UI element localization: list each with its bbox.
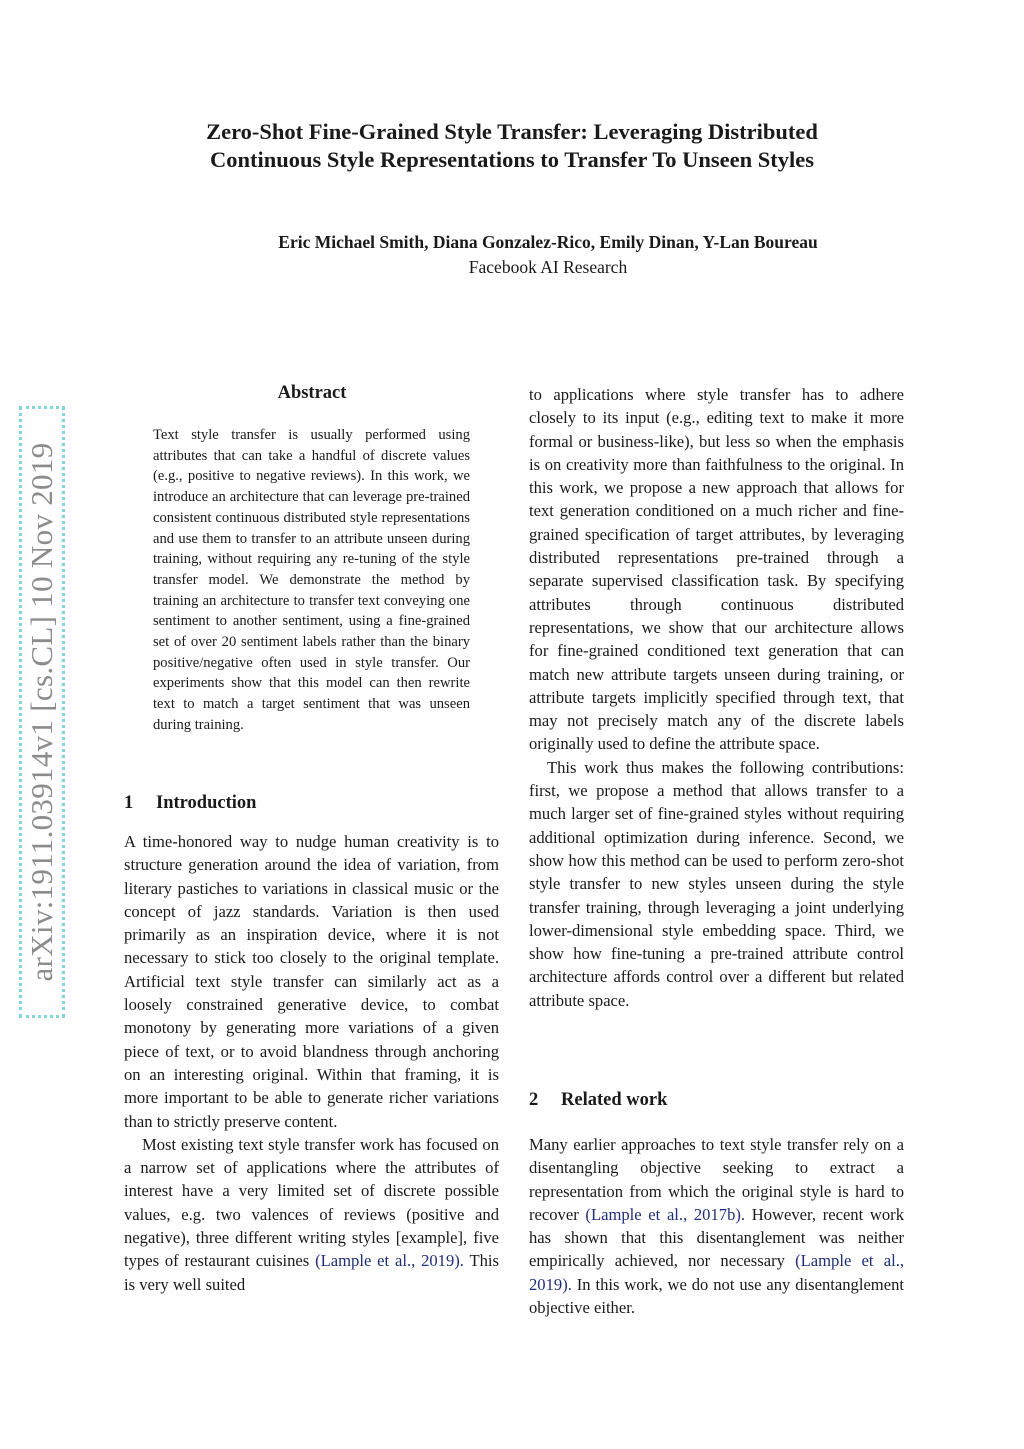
- related-text-a: Many earlier approaches to text style transfer rely on a disentangling objective seeking to extract a representation from which the original style is hard to recover: [529, 1135, 904, 1224]
- arxiv-stamp-text: arXiv:1911.03914v1 [cs.CL] 10 Nov 2019: [24, 442, 59, 982]
- section-number: 1: [124, 793, 134, 813]
- paper-title: [120, 118, 904, 174]
- section-title: Related work: [561, 1090, 668, 1110]
- intro-paragraph-2: [124, 1133, 499, 1296]
- intro-paragraph-3: to applications where style transfer has to adhere closely to its input (e.g., editing text to make it more formal or business-like), but less so when the emphasis is on creativity more than faithfulness to the original. In this work, we propose a new approach that allows for text generation conditioned on a much richer and fine-grained specification of target attributes, by leveraging distributed representations pre-trained through a separate supervised classification task. By specifying attributes through continuous distributed representations, we show that our architecture allows for fine-grained conditioned text generation that can match new attribute targets unseen during training, or attribute targets implicitly specified through text, that may not precisely match any of the discrete labels originally used to define the attribute space.: [529, 385, 904, 754]
- abstract-text: Text style transfer is usually performed using attributes that can take a handful of discrete values (e.g., positive to negative reviews). In this work, we introduce an architecture that can leverage pre-trained consistent continuous distributed style representations and use them to transfer to an attribute unseen during training, without requiring any re-tuning of the style transfer model. We demonstrate the method by training an architecture to transfer text conveying one sentiment to another sentiment, using a fine-grained set of over 20 sentiment labels rather than the binary positive/negative often used in style transfer. Our experiments show that this model can then rewrite text to match a target sentiment that was unseen during training.: [153, 427, 470, 733]
- left-column-body: [124, 830, 499, 1296]
- section-heading-related-work: [529, 1090, 667, 1111]
- intro-paragraph-2-text: Most existing text style transfer work has focused on a narrow set of applications where the attributes of interest have a very limited set of discrete possible values, e.g. two valences of reviews (positive and negative), three different writing styles [example], five types of restaurant cuisines: [124, 1134, 499, 1271]
- affiliation: Facebook AI Research: [468, 257, 628, 277]
- related-work-body: [529, 1133, 904, 1319]
- related-text-b: However, recent work has shown that this disentanglement was neither empirically achieved, nor necessary: [529, 1204, 904, 1271]
- section-number: 2: [529, 1090, 539, 1110]
- related-text-c: In this work, we do not use any disentanglement objective either.: [529, 1274, 904, 1318]
- section-heading-introduction: [124, 793, 256, 814]
- title-line-2: Continuous Style Representations to Transfer To Unseen Styles: [209, 147, 815, 172]
- author-block: [196, 230, 900, 280]
- section-title: Introduction: [156, 793, 257, 813]
- intro-paragraph-4: This work thus makes the following contributions: first, we propose a method that allows transfer to a much larger set of fine-grained styles without requiring additional optimization during inference. Second, we show how this method can be used to perform zero-shot style transfer to new styles unseen during the style transfer training, through leveraging a joint underlying lower-dimensional style embedding space. Third, we show how fine-tuning a pre-trained attribute control architecture affords control over a different but related attribute space.: [529, 757, 904, 1010]
- citation-link[interactable]: (Lample et al., 2019).: [529, 1251, 904, 1294]
- arxiv-stamp: [19, 406, 65, 1018]
- citation-link[interactable]: (Lample et al., 2017b).: [585, 1204, 746, 1224]
- related-paragraph-1: [529, 1133, 904, 1319]
- abstract-heading: Abstract: [277, 383, 347, 403]
- intro-paragraph-2-end: This is very well suited: [124, 1251, 499, 1294]
- right-column-body: [529, 383, 904, 1012]
- citation-link[interactable]: (Lample et al., 2019).: [315, 1251, 464, 1271]
- title-line-1: Zero-Shot Fine-Grained Style Transfer: Leveraging Distributed: [206, 119, 818, 144]
- intro-paragraph-1: A time-honored way to nudge human creativity is to structure generation around the idea of variation, from literary pastiches to variations in classical music or the concept of jazz standards. Variation is then used primarily as an inspiration device, where it is not necessary to stick too closely to the original template. Artificial text style transfer can similarly act as a loosely constrained generative device, to combat monotony by generating more variations of a given piece of text, or to avoid blandness through anchoring on an interesting original. Within that framing, it is more important to be able to generate richer variations than to strictly preserve content.: [124, 832, 499, 1131]
- author-names: Eric Michael Smith, Diana Gonzalez-Rico, Emily Dinan, Y-Lan Boureau: [278, 232, 818, 252]
